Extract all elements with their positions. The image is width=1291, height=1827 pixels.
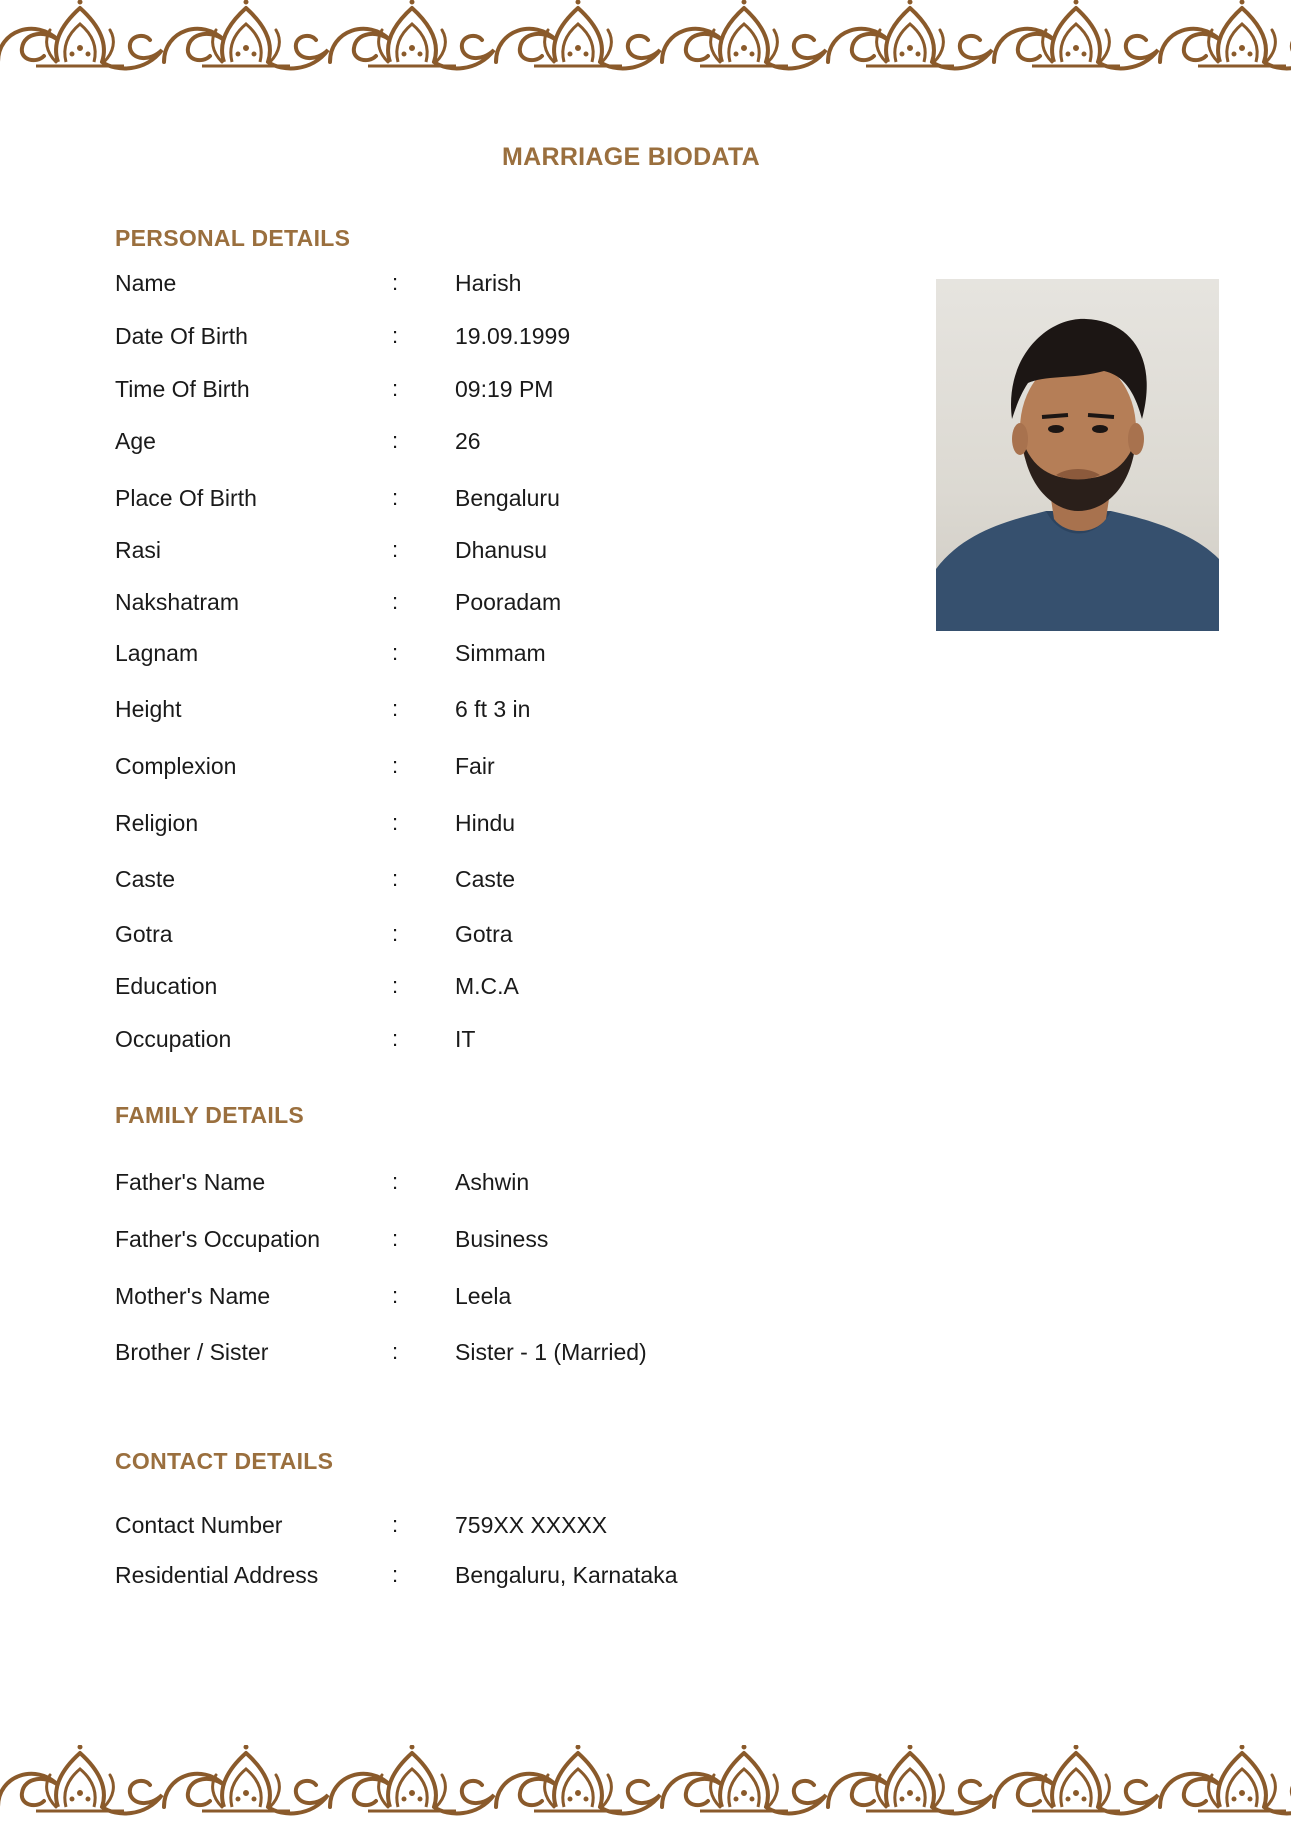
personal-detail-label: Age — [115, 428, 156, 454]
separator-colon: : — [392, 589, 399, 614]
personal-detail-value: Dhanusu — [455, 537, 548, 563]
personal-detail-label: Nakshatram — [115, 589, 239, 615]
family-detail-row — [0, 1339, 900, 1371]
lotus-motif — [496, 0, 660, 68]
family-details-heading: FAMILY DETAILS — [115, 1102, 305, 1128]
contact-detail-value: Bengaluru, Karnataka — [455, 1562, 678, 1588]
personal-detail-label: Occupation — [115, 1026, 232, 1052]
family-detail-row — [0, 1283, 900, 1315]
separator-colon: : — [392, 270, 399, 295]
personal-detail-value: Hindu — [455, 810, 516, 836]
family-detail-label: Father's Occupation — [115, 1226, 321, 1252]
family-detail-value: Ashwin — [455, 1169, 530, 1195]
personal-detail-value: 19.09.1999 — [455, 323, 571, 349]
lotus-motif — [0, 0, 162, 68]
personal-detail-row — [0, 753, 900, 785]
separator-colon: : — [392, 1339, 399, 1364]
separator-colon: : — [392, 485, 399, 510]
family-detail-value: Sister - 1 (Married) — [455, 1339, 647, 1365]
family-detail-value: Business — [455, 1226, 549, 1252]
personal-detail-label: Name — [115, 270, 177, 296]
personal-detail-label: Time Of Birth — [115, 376, 250, 402]
lotus-motif — [164, 1745, 328, 1813]
personal-detail-label: Date Of Birth — [115, 323, 248, 349]
lotus-motif — [994, 0, 1158, 68]
separator-colon: : — [392, 810, 399, 835]
personal-detail-value: Caste — [455, 866, 516, 892]
personal-detail-value: Pooradam — [455, 589, 562, 615]
personal-detail-value: M.C.A — [455, 973, 519, 999]
lotus-motif — [330, 1745, 494, 1813]
personal-detail-value: Simmam — [455, 640, 546, 666]
separator-colon: : — [392, 1512, 399, 1537]
personal-detail-label: Lagnam — [115, 640, 199, 666]
personal-detail-row — [0, 973, 900, 1005]
separator-colon: : — [392, 323, 399, 348]
personal-detail-value: Gotra — [455, 921, 513, 947]
separator-colon: : — [392, 1169, 399, 1194]
family-detail-value: Leela — [455, 1283, 512, 1309]
separator-colon: : — [392, 376, 399, 401]
separator-colon: : — [392, 696, 399, 721]
personal-detail-label: Caste — [115, 866, 176, 892]
separator-colon: : — [392, 428, 399, 453]
personal-detail-value: Fair — [455, 753, 495, 779]
lotus-motif — [1160, 0, 1291, 68]
personal-detail-label: Rasi — [115, 537, 162, 563]
lotus-border-icon — [0, 1745, 1291, 1825]
lotus-motif — [330, 0, 494, 68]
personal-details-heading: PERSONAL DETAILS — [115, 225, 351, 251]
contact-detail-label: Residential Address — [115, 1562, 319, 1588]
document-title: MARRIAGE BIODATA — [501, 143, 761, 171]
lotus-motif — [828, 0, 992, 68]
personal-detail-row — [0, 376, 900, 408]
lotus-motif — [828, 1745, 992, 1813]
personal-detail-value: 09:19 PM — [455, 376, 554, 402]
personal-detail-value: 6 ft 3 in — [455, 696, 531, 722]
separator-colon: : — [392, 921, 399, 946]
separator-colon: : — [392, 973, 399, 998]
lotus-motif — [0, 1745, 162, 1813]
personal-detail-row — [0, 640, 900, 672]
contact-detail-row — [0, 1562, 900, 1594]
personal-detail-row — [0, 428, 900, 460]
family-detail-row — [0, 1169, 900, 1201]
lotus-motif — [662, 1745, 826, 1813]
lotus-border-top — [0, 0, 1291, 80]
personal-detail-label: Education — [115, 973, 218, 999]
personal-detail-row — [0, 1026, 900, 1058]
separator-colon: : — [392, 1283, 399, 1308]
separator-colon: : — [392, 640, 399, 665]
personal-detail-row — [0, 270, 900, 302]
personal-detail-row — [0, 537, 900, 569]
family-detail-row — [0, 1226, 900, 1258]
personal-detail-row — [0, 485, 900, 517]
personal-detail-label: Complexion — [115, 753, 237, 779]
separator-colon: : — [392, 1226, 399, 1251]
separator-colon: : — [392, 866, 399, 891]
lotus-motif — [994, 1745, 1158, 1813]
lotus-motif — [1160, 1745, 1291, 1813]
personal-detail-row — [0, 810, 900, 842]
profile-photo — [936, 279, 1219, 631]
person-icon — [936, 279, 1219, 631]
personal-detail-row — [0, 866, 900, 898]
personal-detail-row — [0, 589, 900, 621]
personal-detail-value: 26 — [455, 428, 481, 454]
personal-detail-row — [0, 696, 900, 728]
separator-colon: : — [392, 537, 399, 562]
contact-detail-label: Contact Number — [115, 1512, 283, 1538]
lotus-border-icon — [0, 0, 1291, 80]
personal-detail-row — [0, 921, 900, 953]
separator-colon: : — [392, 1562, 399, 1587]
personal-detail-row — [0, 323, 900, 355]
lotus-motif — [496, 1745, 660, 1813]
lotus-border-bottom — [0, 1745, 1291, 1825]
personal-detail-value: IT — [455, 1026, 476, 1052]
family-detail-label: Brother / Sister — [115, 1339, 269, 1365]
personal-detail-label: Height — [115, 696, 182, 722]
family-detail-label: Mother's Name — [115, 1283, 271, 1309]
contact-details-heading: CONTACT DETAILS — [115, 1448, 334, 1474]
personal-detail-label: Gotra — [115, 921, 173, 947]
personal-detail-value: Bengaluru — [455, 485, 560, 511]
contact-detail-value: 759XX XXXXX — [455, 1512, 608, 1538]
personal-detail-label: Religion — [115, 810, 199, 836]
separator-colon: : — [392, 1026, 399, 1051]
separator-colon: : — [392, 753, 399, 778]
family-detail-label: Father's Name — [115, 1169, 266, 1195]
contact-detail-row — [0, 1512, 900, 1544]
personal-detail-label: Place Of Birth — [115, 485, 257, 511]
lotus-motif — [662, 0, 826, 68]
personal-detail-value: Harish — [455, 270, 522, 296]
lotus-motif — [164, 0, 328, 68]
